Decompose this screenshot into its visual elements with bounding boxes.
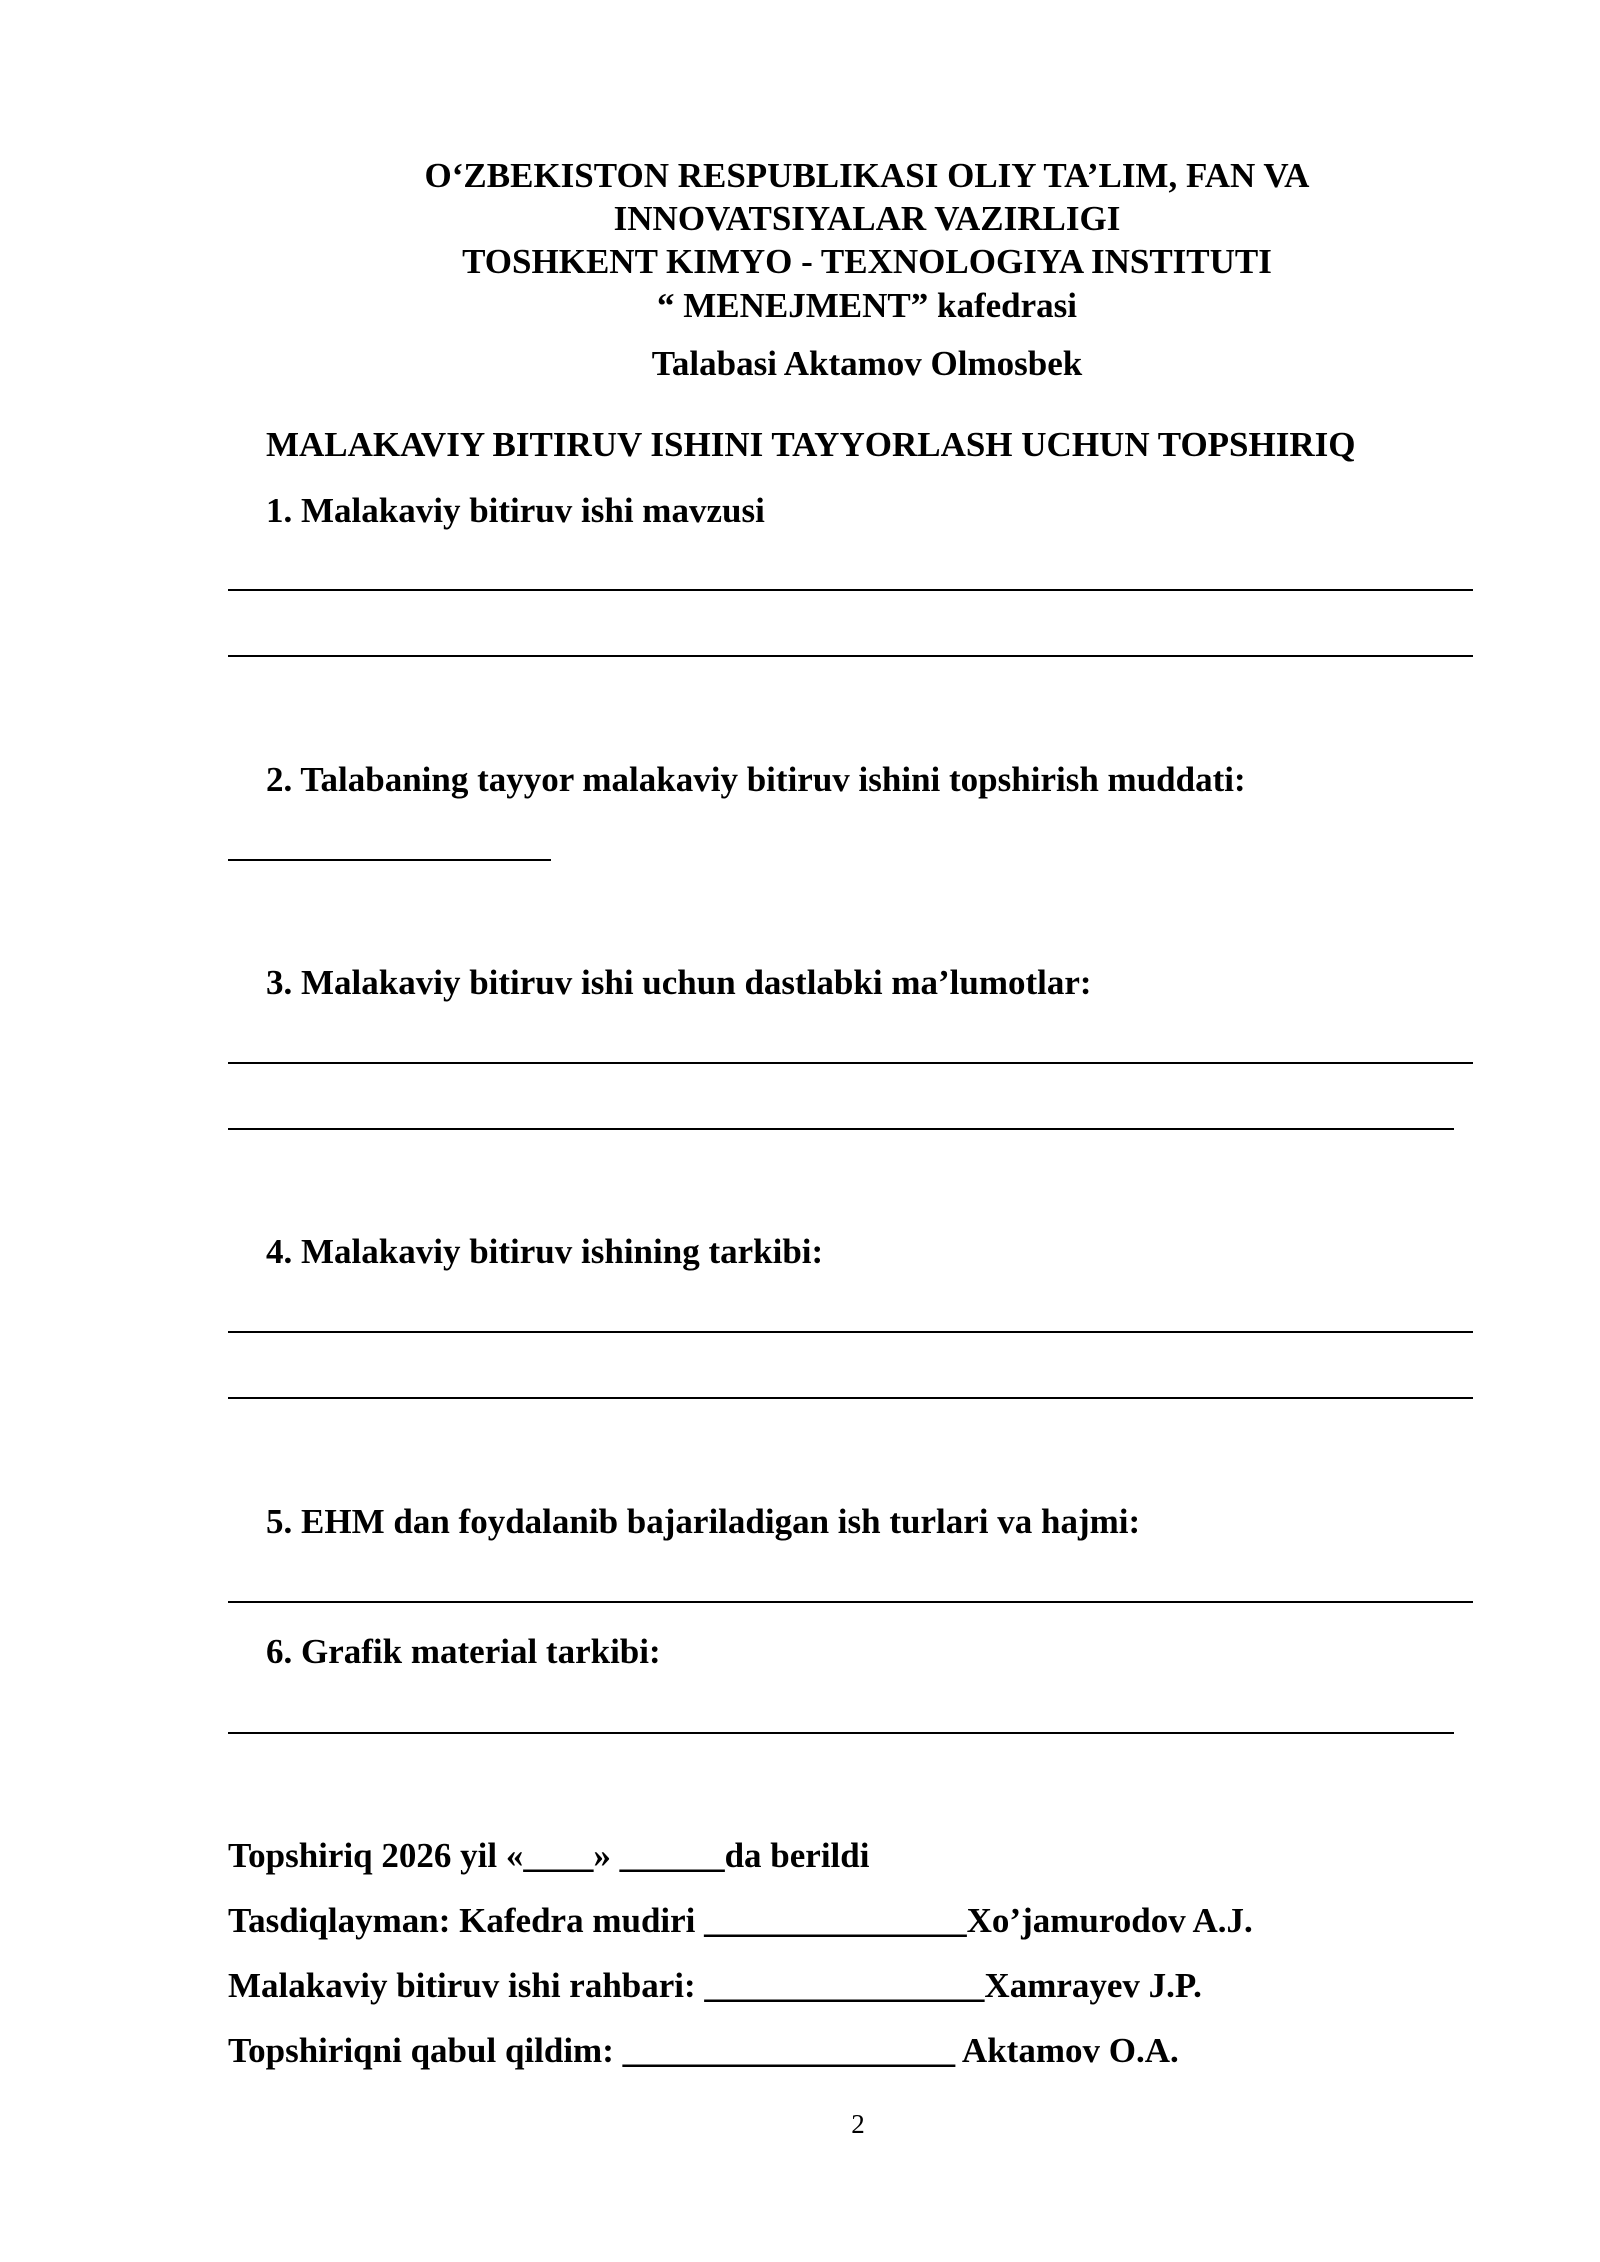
ministry-name-line2: INNOVATSIYALAR VAZIRLIGI xyxy=(613,199,1121,238)
document-title: MALAKAVIY BITIRUV ISHINI TAYYORLASH UCHUN TOPSHIRIQ xyxy=(266,425,1356,464)
department-head-approval: Tasdiqlayman: Kafedra mudiri _______________Xo’jamurodov A.J. xyxy=(228,1901,1253,1940)
item-5-blank-line xyxy=(228,1601,1473,1603)
item-4-blank-line-2 xyxy=(228,1397,1473,1399)
institute-name: TOSHKENT KIMYO - TEXNOLOGIYA INSTITUTI xyxy=(462,242,1272,281)
task-given-date: Topshiriq 2026 yil «____» ______da berildi xyxy=(228,1836,870,1875)
item-3-label: 3. Malakaviy bitiruv ishi uchun dastlabki ma’lumotlar: xyxy=(266,963,1092,1002)
ministry-name-line1: O‘ZBEKISTON RESPUBLIKASI OLIY TA’LIM, FAN VA xyxy=(424,156,1310,195)
student-acceptance: Topshiriqni qabul qildim: ___________________ Aktamov O.A. xyxy=(228,2031,1179,2070)
item-3-blank-line-1 xyxy=(228,1062,1473,1064)
item-4-blank-line-1 xyxy=(228,1331,1473,1333)
page-number: 2 xyxy=(851,2109,865,2139)
item-1-blank-line-2 xyxy=(228,655,1473,657)
department-name: “ MENEJMENT” kafedrasi xyxy=(657,286,1077,325)
item-4-label: 4. Malakaviy bitiruv ishining tarkibi: xyxy=(266,1232,824,1271)
supervisor-signature: Malakaviy bitiruv ishi rahbari: ________________Xamrayev J.P. xyxy=(228,1966,1202,2005)
item-6-label: 6. Grafik material tarkibi: xyxy=(266,1632,661,1671)
student-name: Talabasi Aktamov Olmosbek xyxy=(651,344,1083,383)
item-1-label: 1. Malakaviy bitiruv ishi mavzusi xyxy=(266,491,765,530)
item-2-label: 2. Talabaning tayyor malakaviy bitiruv ishini topshirish muddati: xyxy=(266,760,1246,799)
item-5-label: 5. EHM dan foydalanib bajariladigan ish turlari va hajmi: xyxy=(266,1502,1141,1541)
item-3-blank-line-2 xyxy=(228,1128,1454,1130)
item-1-blank-line-1 xyxy=(228,589,1473,591)
item-6-blank-line xyxy=(228,1732,1454,1734)
item-2-blank-line xyxy=(228,859,551,861)
